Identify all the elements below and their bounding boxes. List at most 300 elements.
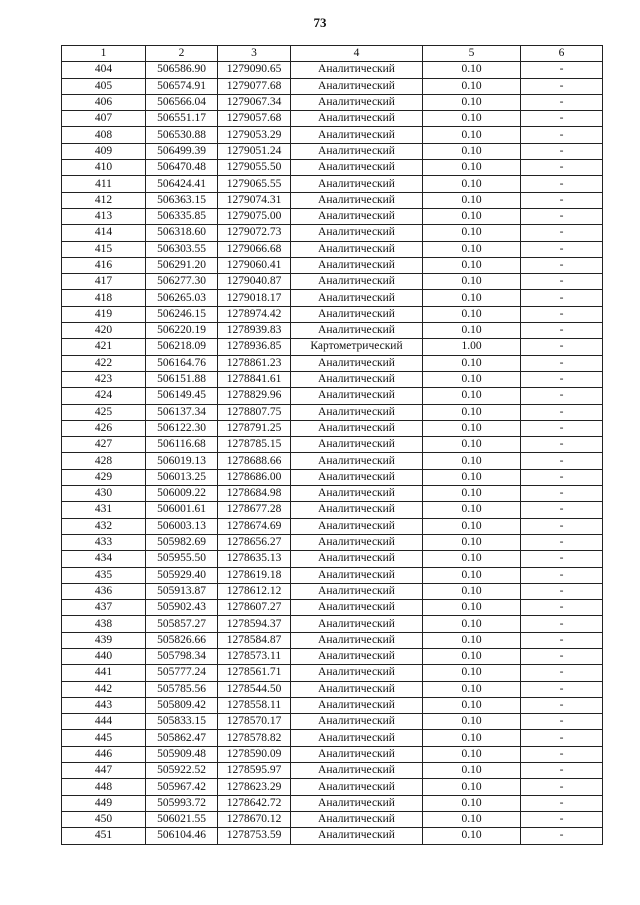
point-number-cell: 434 (62, 551, 146, 567)
y-coordinate-cell: 1278753.59 (218, 828, 291, 844)
y-coordinate-cell: 1279067.34 (218, 94, 291, 110)
column-header: 6 (521, 46, 603, 62)
x-coordinate-cell: 506277.30 (146, 274, 218, 290)
point-number-cell: 425 (62, 404, 146, 420)
accuracy-cell: 0.10 (423, 62, 521, 78)
method-cell: Аналитический (291, 371, 423, 387)
point-number-cell: 422 (62, 355, 146, 371)
accuracy-cell: 0.10 (423, 127, 521, 143)
note-cell: - (521, 502, 603, 518)
point-number-cell: 409 (62, 143, 146, 159)
point-number-cell: 421 (62, 339, 146, 355)
point-number-cell: 450 (62, 811, 146, 827)
note-cell: - (521, 160, 603, 176)
y-coordinate-cell: 1278590.09 (218, 746, 291, 762)
accuracy-cell: 0.10 (423, 355, 521, 371)
accuracy-cell: 0.10 (423, 469, 521, 485)
header-row (62, 46, 603, 62)
table-row (62, 518, 603, 534)
method-cell: Аналитический (291, 632, 423, 648)
y-coordinate-cell: 1278656.27 (218, 534, 291, 550)
y-coordinate-cell: 1278674.69 (218, 518, 291, 534)
table-header (62, 46, 603, 62)
accuracy-cell: 0.10 (423, 94, 521, 110)
x-coordinate-cell: 506001.61 (146, 502, 218, 518)
method-cell: Аналитический (291, 225, 423, 241)
point-number-cell: 446 (62, 746, 146, 762)
table-row (62, 127, 603, 143)
method-cell: Аналитический (291, 94, 423, 110)
note-cell: - (521, 274, 603, 290)
x-coordinate-cell: 506574.91 (146, 78, 218, 94)
x-coordinate-cell: 505809.42 (146, 697, 218, 713)
point-number-cell: 416 (62, 257, 146, 273)
x-coordinate-cell: 506009.22 (146, 486, 218, 502)
method-cell: Аналитический (291, 355, 423, 371)
x-coordinate-cell: 506220.19 (146, 323, 218, 339)
x-coordinate-cell: 506530.88 (146, 127, 218, 143)
x-coordinate-cell: 505993.72 (146, 795, 218, 811)
point-number-cell: 427 (62, 437, 146, 453)
y-coordinate-cell: 1278619.18 (218, 567, 291, 583)
note-cell: - (521, 730, 603, 746)
x-coordinate-cell: 506586.90 (146, 62, 218, 78)
method-cell: Аналитический (291, 828, 423, 844)
x-coordinate-cell: 506151.88 (146, 371, 218, 387)
y-coordinate-cell: 1278623.29 (218, 779, 291, 795)
method-cell: Аналитический (291, 486, 423, 502)
table-row (62, 241, 603, 257)
y-coordinate-cell: 1278578.82 (218, 730, 291, 746)
x-coordinate-cell: 506019.13 (146, 453, 218, 469)
method-cell: Аналитический (291, 795, 423, 811)
accuracy-cell: 0.10 (423, 420, 521, 436)
accuracy-cell: 0.10 (423, 486, 521, 502)
x-coordinate-cell: 505833.15 (146, 714, 218, 730)
note-cell: - (521, 681, 603, 697)
accuracy-cell: 0.10 (423, 208, 521, 224)
table-row (62, 616, 603, 632)
x-coordinate-cell: 505955.50 (146, 551, 218, 567)
y-coordinate-cell: 1278829.96 (218, 388, 291, 404)
y-coordinate-cell: 1278612.12 (218, 583, 291, 599)
y-coordinate-cell: 1278686.00 (218, 469, 291, 485)
y-coordinate-cell: 1278939.83 (218, 323, 291, 339)
method-cell: Аналитический (291, 714, 423, 730)
point-number-cell: 407 (62, 111, 146, 127)
method-cell: Аналитический (291, 78, 423, 94)
accuracy-cell: 0.10 (423, 257, 521, 273)
accuracy-cell: 0.10 (423, 371, 521, 387)
note-cell: - (521, 453, 603, 469)
note-cell: - (521, 795, 603, 811)
x-coordinate-cell: 506303.55 (146, 241, 218, 257)
note-cell: - (521, 323, 603, 339)
note-cell: - (521, 567, 603, 583)
y-coordinate-cell: 1278974.42 (218, 306, 291, 322)
x-coordinate-cell: 506566.04 (146, 94, 218, 110)
table-row (62, 225, 603, 241)
table-row (62, 469, 603, 485)
method-cell: Аналитический (291, 241, 423, 257)
method-cell: Аналитический (291, 763, 423, 779)
method-cell: Аналитический (291, 420, 423, 436)
table-row (62, 94, 603, 110)
accuracy-cell: 0.10 (423, 648, 521, 664)
point-number-cell: 438 (62, 616, 146, 632)
accuracy-cell: 0.10 (423, 518, 521, 534)
table-row (62, 62, 603, 78)
table-row (62, 763, 603, 779)
x-coordinate-cell: 506470.48 (146, 160, 218, 176)
accuracy-cell: 0.10 (423, 274, 521, 290)
method-cell: Аналитический (291, 453, 423, 469)
x-coordinate-cell: 506116.68 (146, 437, 218, 453)
point-number-cell: 451 (62, 828, 146, 844)
accuracy-cell: 0.10 (423, 437, 521, 453)
point-number-cell: 417 (62, 274, 146, 290)
accuracy-cell: 0.10 (423, 779, 521, 795)
method-cell: Аналитический (291, 811, 423, 827)
point-number-cell: 436 (62, 583, 146, 599)
point-number-cell: 426 (62, 420, 146, 436)
note-cell: - (521, 763, 603, 779)
point-number-cell: 408 (62, 127, 146, 143)
table-row (62, 486, 603, 502)
note-cell: - (521, 176, 603, 192)
y-coordinate-cell: 1279065.55 (218, 176, 291, 192)
table-body (62, 62, 603, 844)
accuracy-cell: 1.00 (423, 339, 521, 355)
table-row (62, 323, 603, 339)
y-coordinate-cell: 1278807.75 (218, 404, 291, 420)
x-coordinate-cell: 506137.34 (146, 404, 218, 420)
table-row (62, 453, 603, 469)
table-row (62, 795, 603, 811)
y-coordinate-cell: 1278635.13 (218, 551, 291, 567)
accuracy-cell: 0.10 (423, 453, 521, 469)
accuracy-cell: 0.10 (423, 616, 521, 632)
point-number-cell: 414 (62, 225, 146, 241)
x-coordinate-cell: 505902.43 (146, 600, 218, 616)
note-cell: - (521, 583, 603, 599)
table-row (62, 388, 603, 404)
method-cell: Аналитический (291, 469, 423, 485)
column-header: 3 (218, 46, 291, 62)
y-coordinate-cell: 1278677.28 (218, 502, 291, 518)
accuracy-cell: 0.10 (423, 583, 521, 599)
point-number-cell: 441 (62, 665, 146, 681)
point-number-cell: 415 (62, 241, 146, 257)
accuracy-cell: 0.10 (423, 534, 521, 550)
y-coordinate-cell: 1278670.12 (218, 811, 291, 827)
y-coordinate-cell: 1279072.73 (218, 225, 291, 241)
note-cell: - (521, 534, 603, 550)
y-coordinate-cell: 1278573.11 (218, 648, 291, 664)
point-number-cell: 439 (62, 632, 146, 648)
accuracy-cell: 0.10 (423, 714, 521, 730)
y-coordinate-cell: 1278688.66 (218, 453, 291, 469)
table-row (62, 339, 603, 355)
point-number-cell: 442 (62, 681, 146, 697)
table-row (62, 534, 603, 550)
x-coordinate-cell: 506122.30 (146, 420, 218, 436)
y-coordinate-cell: 1278861.23 (218, 355, 291, 371)
x-coordinate-cell: 506265.03 (146, 290, 218, 306)
point-number-cell: 428 (62, 453, 146, 469)
method-cell: Аналитический (291, 648, 423, 664)
accuracy-cell: 0.10 (423, 143, 521, 159)
x-coordinate-cell: 506291.20 (146, 257, 218, 273)
note-cell: - (521, 420, 603, 436)
accuracy-cell: 0.10 (423, 567, 521, 583)
point-number-cell: 432 (62, 518, 146, 534)
method-cell: Картометрический (291, 339, 423, 355)
note-cell: - (521, 127, 603, 143)
point-number-cell: 410 (62, 160, 146, 176)
note-cell: - (521, 78, 603, 94)
accuracy-cell: 0.10 (423, 323, 521, 339)
method-cell: Аналитический (291, 600, 423, 616)
method-cell: Аналитический (291, 143, 423, 159)
y-coordinate-cell: 1279018.17 (218, 290, 291, 306)
method-cell: Аналитический (291, 567, 423, 583)
table-row (62, 274, 603, 290)
note-cell: - (521, 192, 603, 208)
method-cell: Аналитический (291, 534, 423, 550)
method-cell: Аналитический (291, 779, 423, 795)
table-row (62, 208, 603, 224)
table-row (62, 681, 603, 697)
note-cell: - (521, 404, 603, 420)
method-cell: Аналитический (291, 665, 423, 681)
method-cell: Аналитический (291, 192, 423, 208)
x-coordinate-cell: 505862.47 (146, 730, 218, 746)
point-number-cell: 429 (62, 469, 146, 485)
column-header: 1 (62, 46, 146, 62)
note-cell: - (521, 469, 603, 485)
x-coordinate-cell: 505913.87 (146, 583, 218, 599)
method-cell: Аналитический (291, 730, 423, 746)
y-coordinate-cell: 1278607.27 (218, 600, 291, 616)
method-cell: Аналитический (291, 551, 423, 567)
table-row (62, 290, 603, 306)
point-number-cell: 431 (62, 502, 146, 518)
x-coordinate-cell: 506104.46 (146, 828, 218, 844)
accuracy-cell: 0.10 (423, 697, 521, 713)
column-header: 5 (423, 46, 521, 62)
note-cell: - (521, 355, 603, 371)
note-cell: - (521, 746, 603, 762)
method-cell: Аналитический (291, 404, 423, 420)
note-cell: - (521, 225, 603, 241)
point-number-cell: 440 (62, 648, 146, 664)
y-coordinate-cell: 1278584.87 (218, 632, 291, 648)
accuracy-cell: 0.10 (423, 78, 521, 94)
note-cell: - (521, 94, 603, 110)
column-header: 4 (291, 46, 423, 62)
note-cell: - (521, 371, 603, 387)
point-number-cell: 437 (62, 600, 146, 616)
accuracy-cell: 0.10 (423, 681, 521, 697)
x-coordinate-cell: 505857.27 (146, 616, 218, 632)
accuracy-cell: 0.10 (423, 632, 521, 648)
x-coordinate-cell: 505922.52 (146, 763, 218, 779)
table-row (62, 551, 603, 567)
accuracy-cell: 0.10 (423, 192, 521, 208)
point-number-cell: 424 (62, 388, 146, 404)
table-row (62, 779, 603, 795)
x-coordinate-cell: 506424.41 (146, 176, 218, 192)
x-coordinate-cell: 506246.15 (146, 306, 218, 322)
point-number-cell: 433 (62, 534, 146, 550)
note-cell: - (521, 111, 603, 127)
y-coordinate-cell: 1278561.71 (218, 665, 291, 681)
note-cell: - (521, 551, 603, 567)
table-row (62, 811, 603, 827)
table-row (62, 714, 603, 730)
note-cell: - (521, 62, 603, 78)
method-cell: Аналитический (291, 176, 423, 192)
accuracy-cell: 0.10 (423, 665, 521, 681)
method-cell: Аналитический (291, 746, 423, 762)
note-cell: - (521, 143, 603, 159)
table-row (62, 192, 603, 208)
table-row (62, 567, 603, 583)
point-number-cell: 405 (62, 78, 146, 94)
coordinates-table (61, 45, 603, 845)
accuracy-cell: 0.10 (423, 551, 521, 567)
table-row (62, 420, 603, 436)
point-number-cell: 430 (62, 486, 146, 502)
note-cell: - (521, 648, 603, 664)
accuracy-cell: 0.10 (423, 111, 521, 127)
accuracy-cell: 0.10 (423, 176, 521, 192)
accuracy-cell: 0.10 (423, 404, 521, 420)
y-coordinate-cell: 1278684.98 (218, 486, 291, 502)
table-row (62, 665, 603, 681)
y-coordinate-cell: 1278936.85 (218, 339, 291, 355)
x-coordinate-cell: 505777.24 (146, 665, 218, 681)
x-coordinate-cell: 505909.48 (146, 746, 218, 762)
note-cell: - (521, 241, 603, 257)
table-row (62, 404, 603, 420)
accuracy-cell: 0.10 (423, 600, 521, 616)
x-coordinate-cell: 506318.60 (146, 225, 218, 241)
y-coordinate-cell: 1278642.72 (218, 795, 291, 811)
accuracy-cell: 0.10 (423, 290, 521, 306)
table-row (62, 697, 603, 713)
y-coordinate-cell: 1279057.68 (218, 111, 291, 127)
accuracy-cell: 0.10 (423, 306, 521, 322)
table-row (62, 160, 603, 176)
point-number-cell: 423 (62, 371, 146, 387)
x-coordinate-cell: 505929.40 (146, 567, 218, 583)
note-cell: - (521, 388, 603, 404)
accuracy-cell: 0.10 (423, 795, 521, 811)
point-number-cell: 412 (62, 192, 146, 208)
table-row (62, 828, 603, 844)
point-number-cell: 406 (62, 94, 146, 110)
x-coordinate-cell: 505982.69 (146, 534, 218, 550)
y-coordinate-cell: 1279060.41 (218, 257, 291, 273)
x-coordinate-cell: 506499.39 (146, 143, 218, 159)
method-cell: Аналитический (291, 616, 423, 632)
y-coordinate-cell: 1279090.65 (218, 62, 291, 78)
point-number-cell: 444 (62, 714, 146, 730)
y-coordinate-cell: 1278785.15 (218, 437, 291, 453)
table-row (62, 371, 603, 387)
table-row (62, 78, 603, 94)
note-cell: - (521, 257, 603, 273)
note-cell: - (521, 600, 603, 616)
table-row (62, 746, 603, 762)
x-coordinate-cell: 506021.55 (146, 811, 218, 827)
method-cell: Аналитический (291, 437, 423, 453)
x-coordinate-cell: 506149.45 (146, 388, 218, 404)
table-row (62, 111, 603, 127)
method-cell: Аналитический (291, 697, 423, 713)
x-coordinate-cell: 505826.66 (146, 632, 218, 648)
table-row (62, 600, 603, 616)
y-coordinate-cell: 1278570.17 (218, 714, 291, 730)
table-row (62, 437, 603, 453)
page-number: 73 (313, 15, 327, 30)
accuracy-cell: 0.10 (423, 502, 521, 518)
y-coordinate-cell: 1278595.97 (218, 763, 291, 779)
method-cell: Аналитический (291, 306, 423, 322)
y-coordinate-cell: 1279077.68 (218, 78, 291, 94)
note-cell: - (521, 290, 603, 306)
note-cell: - (521, 811, 603, 827)
y-coordinate-cell: 1279053.29 (218, 127, 291, 143)
x-coordinate-cell: 506363.15 (146, 192, 218, 208)
method-cell: Аналитический (291, 208, 423, 224)
accuracy-cell: 0.10 (423, 811, 521, 827)
method-cell: Аналитический (291, 127, 423, 143)
table-row (62, 632, 603, 648)
note-cell: - (521, 208, 603, 224)
note-cell: - (521, 616, 603, 632)
method-cell: Аналитический (291, 323, 423, 339)
table-row (62, 355, 603, 371)
point-number-cell: 419 (62, 306, 146, 322)
y-coordinate-cell: 1279074.31 (218, 192, 291, 208)
accuracy-cell: 0.10 (423, 763, 521, 779)
table-row (62, 583, 603, 599)
note-cell: - (521, 779, 603, 795)
y-coordinate-cell: 1278544.50 (218, 681, 291, 697)
y-coordinate-cell: 1279051.24 (218, 143, 291, 159)
note-cell: - (521, 339, 603, 355)
method-cell: Аналитический (291, 111, 423, 127)
accuracy-cell: 0.10 (423, 746, 521, 762)
x-coordinate-cell: 505967.42 (146, 779, 218, 795)
note-cell: - (521, 437, 603, 453)
point-number-cell: 411 (62, 176, 146, 192)
x-coordinate-cell: 506003.13 (146, 518, 218, 534)
x-coordinate-cell: 506164.76 (146, 355, 218, 371)
table-row (62, 143, 603, 159)
note-cell: - (521, 306, 603, 322)
point-number-cell: 413 (62, 208, 146, 224)
y-coordinate-cell: 1278791.25 (218, 420, 291, 436)
point-number-cell: 443 (62, 697, 146, 713)
x-coordinate-cell: 506551.17 (146, 111, 218, 127)
note-cell: - (521, 697, 603, 713)
note-cell: - (521, 665, 603, 681)
table-row (62, 648, 603, 664)
